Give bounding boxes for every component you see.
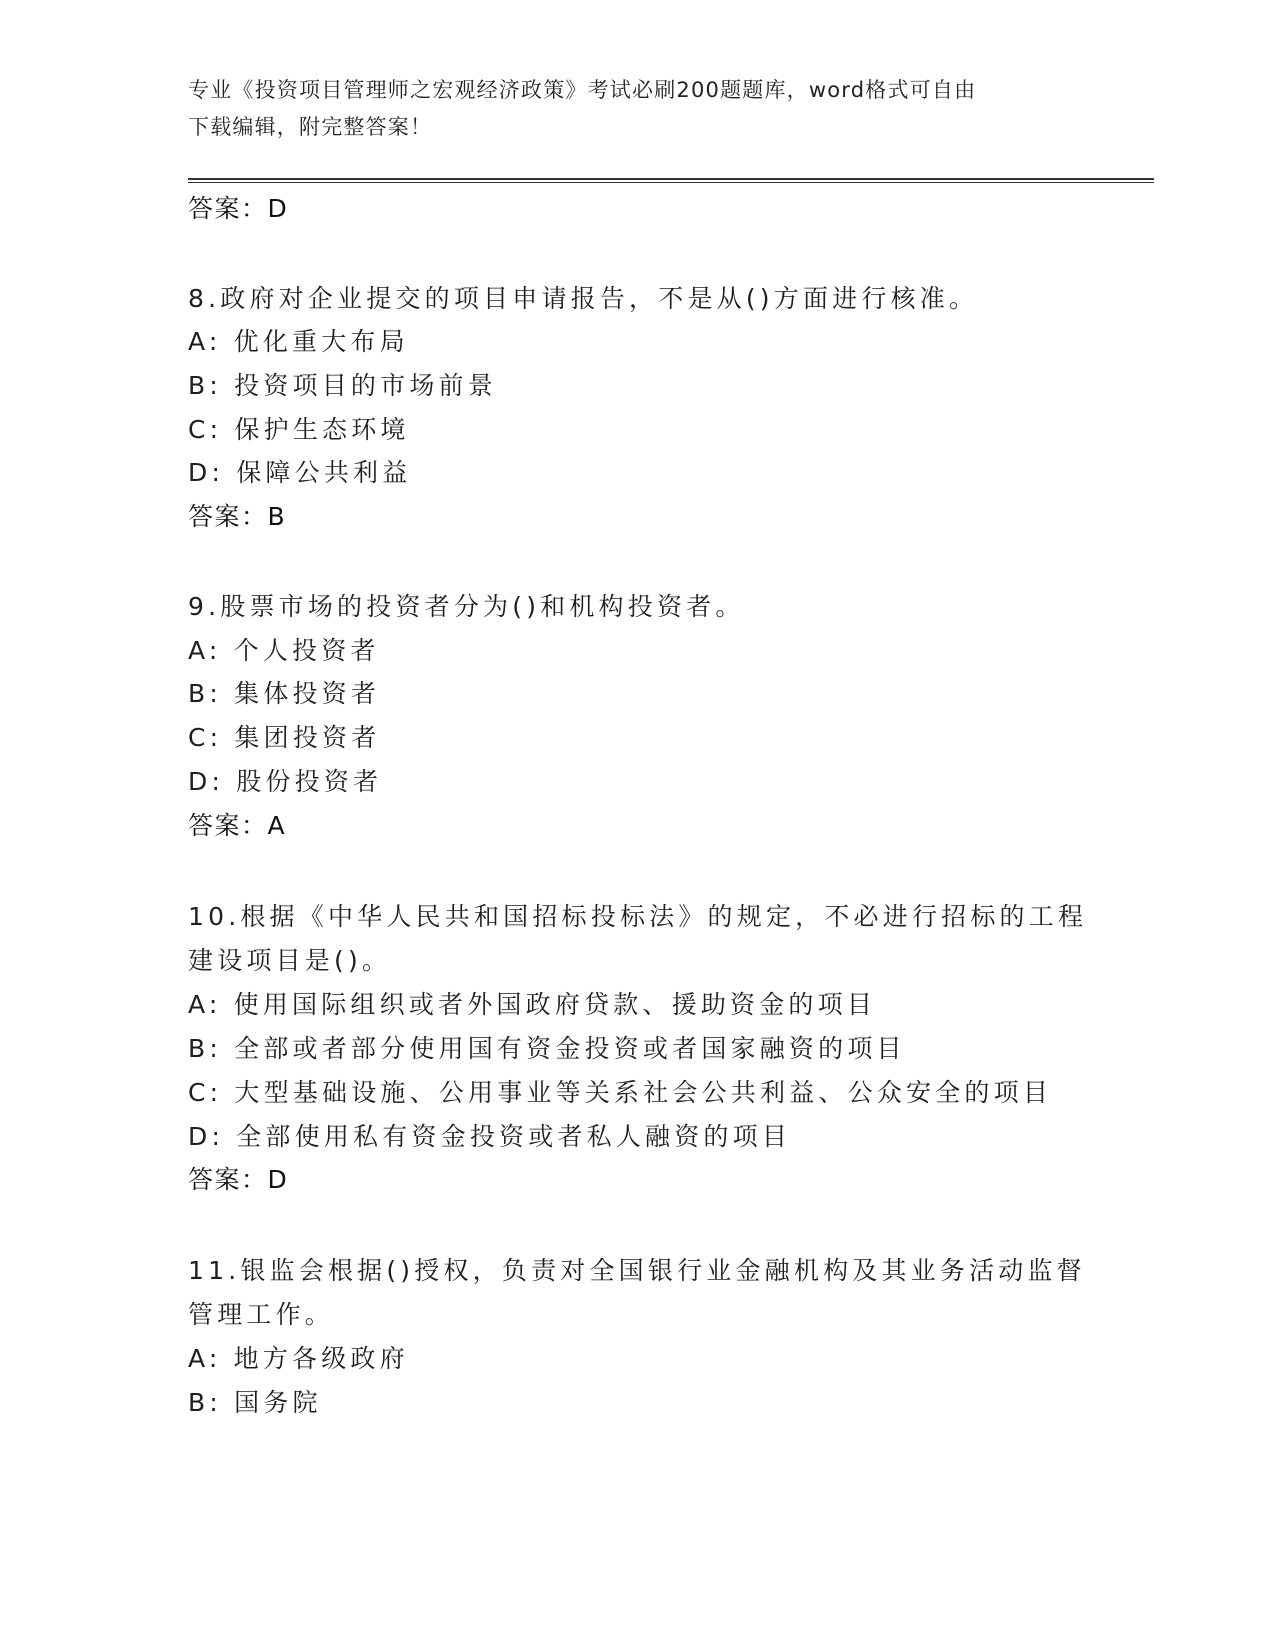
question-8-option-b: B: 投资项目的市场前景 <box>188 371 497 400</box>
question-10-stem-line-1: 10.根据《中华人民共和国招标投标法》的规定，不必进行招标的工程 <box>188 902 1088 931</box>
question-9-option-a: A: 个人投资者 <box>188 636 380 665</box>
header-divider <box>188 178 1154 183</box>
question-9-option-b: B: 集体投资者 <box>188 679 381 708</box>
question-8-option-d: D: 保障公共利益 <box>188 458 412 487</box>
answer-prev: 答案：D <box>188 194 289 223</box>
question-10-stem-line-2: 建设项目是()。 <box>188 946 392 975</box>
question-8-option-a: A: 优化重大布局 <box>188 327 409 356</box>
question-11-option-b: B: 国务院 <box>188 1388 322 1417</box>
question-8-answer: 答案：B <box>188 502 287 531</box>
question-10-answer: 答案：D <box>188 1165 289 1194</box>
question-10-option-a: A: 使用国际组织或者外国政府贷款、援助资金的项目 <box>188 990 877 1019</box>
question-10-option-b: B: 全部或者部分使用国有资金投资或者国家融资的项目 <box>188 1034 906 1063</box>
document-header <box>188 72 1078 146</box>
question-11-option-a: A: 地方各级政府 <box>188 1344 409 1373</box>
question-9-option-c: C: 集团投资者 <box>188 723 381 752</box>
question-10-option-d: D: 全部使用私有资金投资或者私人融资的项目 <box>188 1122 792 1151</box>
question-8-option-c: C: 保护生态环境 <box>188 415 410 444</box>
question-9-option-d: D: 股份投资者 <box>188 767 383 796</box>
header-line-2: 下载编辑，附完整答案！ <box>188 115 433 139</box>
question-9-stem: 9.股票市场的投资者分为()和机构投资者。 <box>188 592 745 621</box>
question-8-stem: 8.政府对企业提交的项目申请报告，不是从()方面进行核准。 <box>188 284 979 313</box>
question-10-option-c: C: 大型基础设施、公用事业等关系社会公共利益、公众安全的项目 <box>188 1078 1053 1107</box>
question-11-stem-line-2: 管理工作。 <box>188 1300 335 1329</box>
question-9-answer: 答案：A <box>188 811 287 840</box>
question-11-stem-line-1: 11.银监会根据()授权，负责对全国银行业金融机构及其业务活动监督 <box>188 1256 1086 1285</box>
header-line-1: 专业《投资项目管理师之宏观经济政策》考试必刷200题题库，word格式可自由 <box>188 78 977 102</box>
